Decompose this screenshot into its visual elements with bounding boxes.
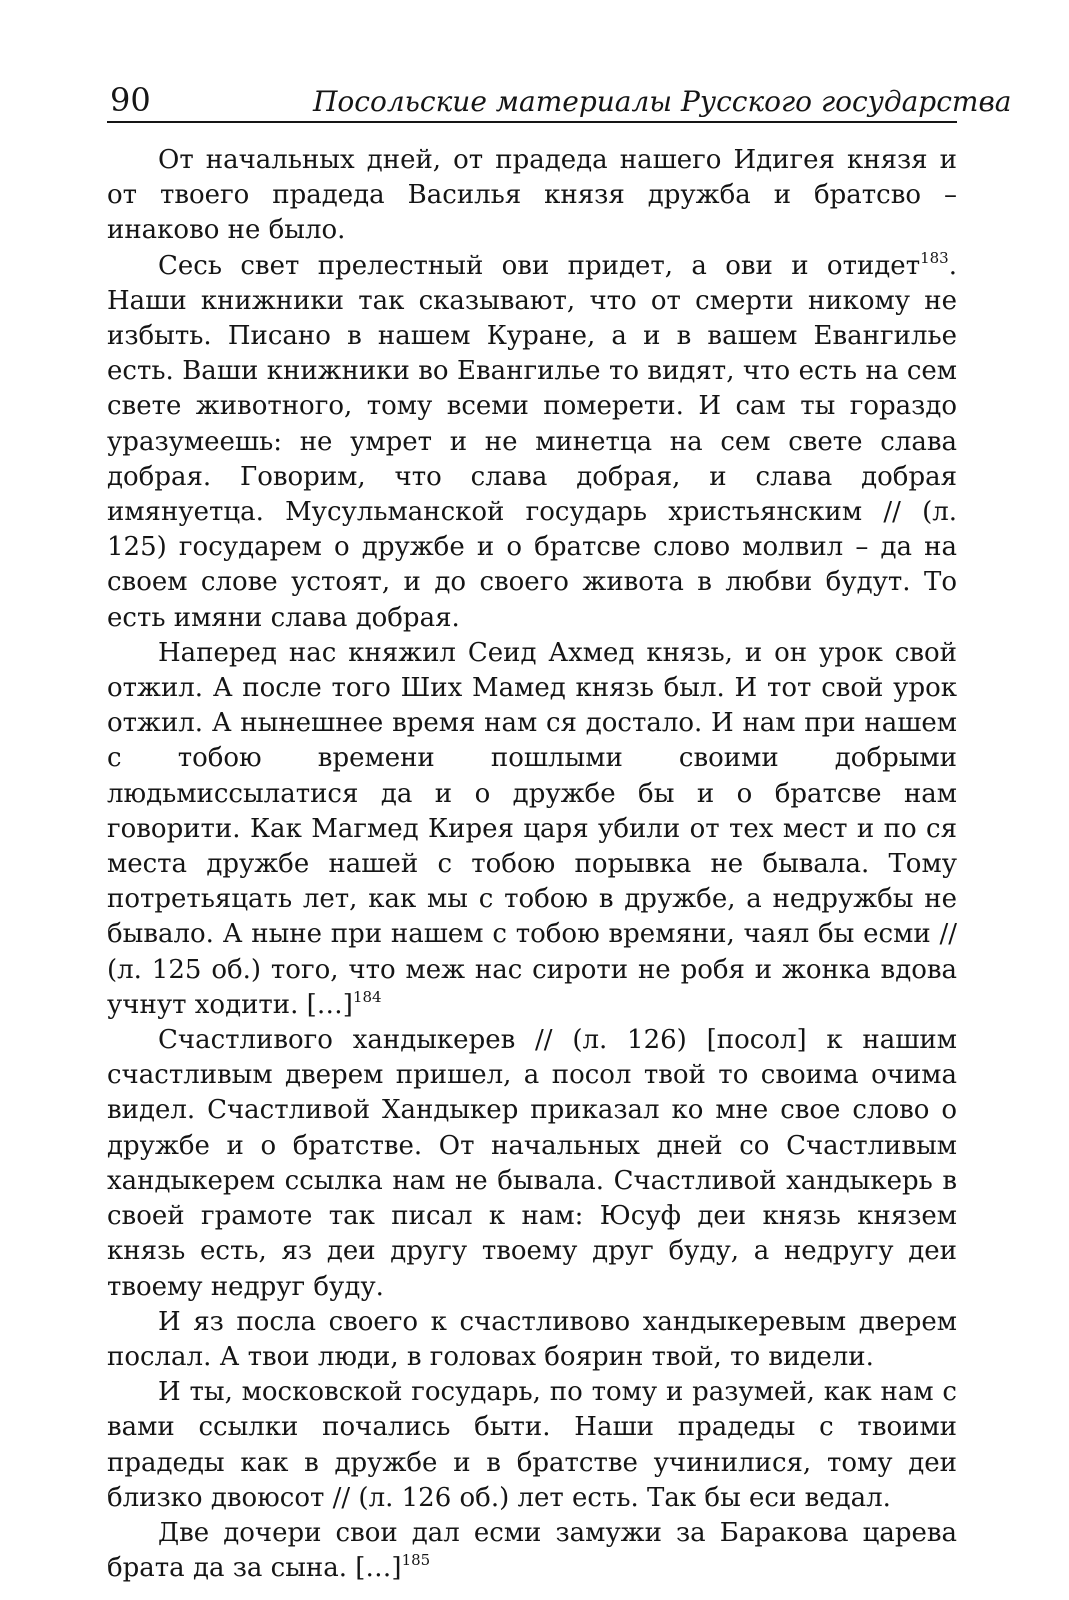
paragraph-7 — [107, 1516, 957, 1586]
footnote-ref[interactable]: 184 — [352, 987, 382, 1006]
paragraph-text: И яз посла своего к счастливово хандыкеревым дверем послал. А твои люди, в головах боярин твой, то видели. — [107, 1306, 957, 1372]
paragraph-3 — [107, 636, 957, 1023]
footnote-ref[interactable]: 183 — [920, 248, 949, 267]
paragraph-text: Наперед нас княжил Сеид Ахмед князь, и он урок свой отжил. А после того Ших Мамед князь был. И тот свой урок отжил. А нынешнее время нам ся достало. И нам при нашем с тобою времени пошлыми своими добрыми людьмиссылатися да и о дружбе бы и о братсве нам говорити. Как Магмед Кирея царя убили от тех мест и по ся места дружбе нашей с тобою порывка не бывала. Тому потретьяцать лет, как мы с тобою в дружбе, а недружбы не бывало. А ныне при нашем с тобою времяни, чаял бы есми // (л. 125 об.) того, что меж нас сироти не робя и жонка вдова учнут ходити. […] — [107, 637, 957, 1020]
running-title: Посольские материалы Русского государства — [313, 85, 1012, 118]
paragraph-text: Две дочери свои дал есми замужи за Баракова царева брата да за сына. […] — [107, 1517, 957, 1584]
paragraph-text: Счастливого хандыкерев // (л. 126) [посол] к нашим счастливым дверем пришел, а посол твой то своима очима видел. Счастливой Хандыкер приказал ко мне свое слово о дружбе и о братстве. От начальных дней со Счастливым хандыкерем ссылка нам не бывала. Счастливой хандыкерь в своей грамоте так писал к нам: Юсуф деи князь князем князь есть, яз деи другу твоему друг буду, а недругу деи твоему недруг буду. — [107, 1025, 957, 1302]
paragraph-4 — [107, 1023, 957, 1305]
paragraph-6 — [107, 1375, 957, 1516]
paragraph-5 — [107, 1305, 957, 1375]
paragraph-text: Сесь свет прелестный ови придет, а ови и отидет — [158, 250, 921, 281]
paragraph-1 — [107, 143, 957, 249]
main-text — [107, 143, 957, 1586]
footnote-ref[interactable]: 185 — [401, 1551, 431, 1570]
paragraph-text: И ты, московской государь, по тому и разумей, как нам с вами ссылки почались быти. Наши прадеды с твоими прадеды как в дружбе и в братстве учинилися, тому деи близко двоюсот // (л. 126 об.) лет есть. Так бы еси ведал. — [107, 1377, 957, 1513]
header-rule — [107, 121, 957, 123]
page-number: 90 — [110, 81, 151, 119]
page-header — [107, 80, 1012, 124]
paragraph-text: От начальных дней, от прадеда нашего Идигея князя и от твоего прадеда Василья князя дружба и братсво – инаково не было. — [107, 145, 957, 246]
paragraph-2 — [107, 249, 957, 636]
paragraph-text-tail: . Наши книжники так сказывают, что от смерти никому не избыть. Писано в нашем Куране, а и в вашем Евангилье есть. Ваши книжники во Евангилье то видят, что есть на сем свете животного, тому всеми померети. И сам ты гораздо уразумеешь: не умрет и не минетца на сем свете слава добрая. Говорим, что слава добрая, и слава добрая имянуетца. Мусульманской государь христьянским // (л. 125) государем о дружбе и о братсве слово молвил – да на своем слове устоят, и до своего живота в любви будут. То есть имяни слава добрая. — [107, 250, 957, 633]
